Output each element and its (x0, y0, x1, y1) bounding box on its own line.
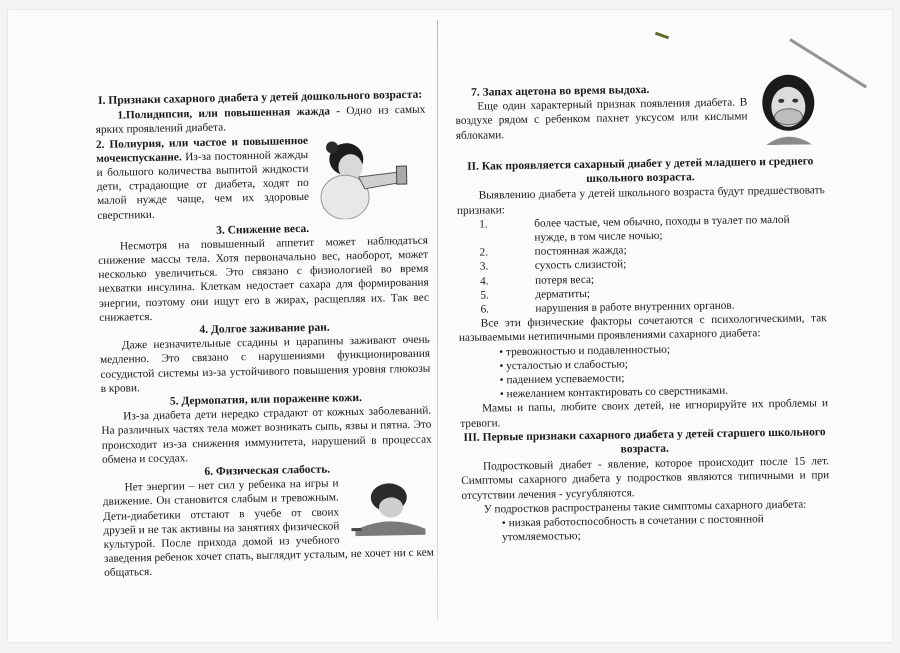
section-1-title: I. Признаки сахарного диабета у детей дошкольного возраста: (97, 88, 423, 107)
page-fold-line (437, 20, 438, 620)
list-item: 4. потеря веса; (479, 273, 595, 288)
section-2-psych-intro: Все эти физические факторы сочетаются с психологическими, так называемыми нетипичными проявлениями сахарного диабета: (458, 312, 827, 345)
symptom-3-heading: 3. Снижение веса. (216, 222, 310, 237)
list-item: 3. сухость слизистой; (479, 258, 627, 274)
symptom-2-heading: 2. Полиурия, или частое и повышенное мочеиспускание. (95, 134, 309, 165)
child-drinking-photo (314, 135, 428, 219)
section-2-outro: Мамы и папы, любите своих детей, не игнорируйте их проблемы и тревоги. (460, 397, 829, 430)
symptom-4-text: Даже незначительные ссадины и царапины заживают очень медленно. Это связано с нарушениями функционирования сосудистой системы из-за устойчивого повышения уровня глюкозы в крови. (99, 333, 431, 395)
section-2-intro: Выявлению диабета у детей школьного возраста будут предшествовать признаки: (456, 184, 825, 217)
list-item: • нежеланием контактировать со сверстниками. (500, 382, 828, 401)
list-item: • низкая работоспособность в сочетании с постоянной утомляемостью; (502, 511, 830, 545)
symptom-7-text: Еще один характерный признак появления диабета. В воздухе рядом с ребенком пахнет уксусом или кислыми яблоками. (455, 96, 748, 142)
list-item: 2. постоянная жажда; (479, 244, 627, 259)
symptom-1-text: Одно из самых ярких проявлений диабета. (95, 103, 426, 137)
symptom-1-heading: 1.Полидипсия, или повышенная жажда - (117, 105, 341, 122)
tired-child-photo (344, 479, 433, 539)
list-item: 1. более частые, чем обычно, походы в туалет по малой нужде, в том числе ночью; (479, 213, 790, 244)
symptom-7-heading: 7. Запах ацетона во время выдоха. (471, 83, 650, 99)
symptom-4-heading: 4. Долгое заживание ран. (199, 321, 330, 337)
list-item: • тревожностью и подавленностью; (499, 340, 827, 359)
symptom-6-text: Нет энергии – нет сил у ребенка на игры и движение. Он становится слабым и тревожным. Дети-диабетики отстают в учебе от своих друзей и не так активны на занятиях физической культурой. После прихода домой из учебного заведения ребенок хочет спать, выглядит усталым, не хочет ни с кем общаться. (102, 477, 434, 580)
atypical-signs-list (459, 340, 828, 403)
right-column (455, 80, 830, 545)
girl-covering-mouth-photo (753, 72, 824, 145)
symptom-6-heading: 6. Физическая слабость. (204, 463, 331, 479)
school-age-signs-list (457, 212, 827, 317)
symptom-3-text: Несмотря на повышенный аппетит может наблюдаться снижение массы тела. Хотя первоначально вес, наоборот, может несколько увеличиться. Это связано с физиологией во время нехватки инсулина. Клеткам недостает сахара для формирования энергии, поэтому они ищут его в жирах, расщепляя их. Так вес снижается. (98, 234, 430, 324)
section-2-title: II. Как проявляется сахарный диабет у детей младшего и среднего школьного возраста. (467, 155, 814, 186)
list-item: 6. нарушения в работе внутренних органов. (480, 299, 735, 316)
left-column (95, 88, 434, 581)
section-3-paragraph-1: Подростковый диабет - явление, которое происходит после 15 лет. Симптомы сахарного диабета у подростков являются типичными и при отсутствии лечения - усугубляются. (461, 455, 830, 502)
list-item: • падением успеваемости; (500, 368, 828, 387)
section-3-title: III. Первые признаки сахарного диабета у детей старшего школьного возраста. (463, 426, 826, 456)
symptom-5-text: Из-за диабета дети нередко страдают от кожных заболеваний. На различных частях тела может возникать сыпь, язвы и пятна. Это происходит из-за снижения иммунитета, нарушений в процессах обмена и сосудах. (101, 404, 432, 466)
symptom-2-text: Из-за постоянной жажды и большого количества выпитой жидкости дети, страдающие от диабета, ходят по малой нужде чаще, чем их здоровые сверстники. (96, 148, 310, 222)
section-3-paragraph-2: У подростков распространены такие симптомы сахарного диабета: (483, 498, 807, 516)
list-item: 5. дерматиты; (480, 287, 591, 302)
list-item: • усталостью и слабостью; (499, 354, 827, 373)
symptom-5-heading: 5. Дермопатия, или поражение кожи. (169, 391, 363, 408)
teen-signs-list (462, 511, 830, 545)
